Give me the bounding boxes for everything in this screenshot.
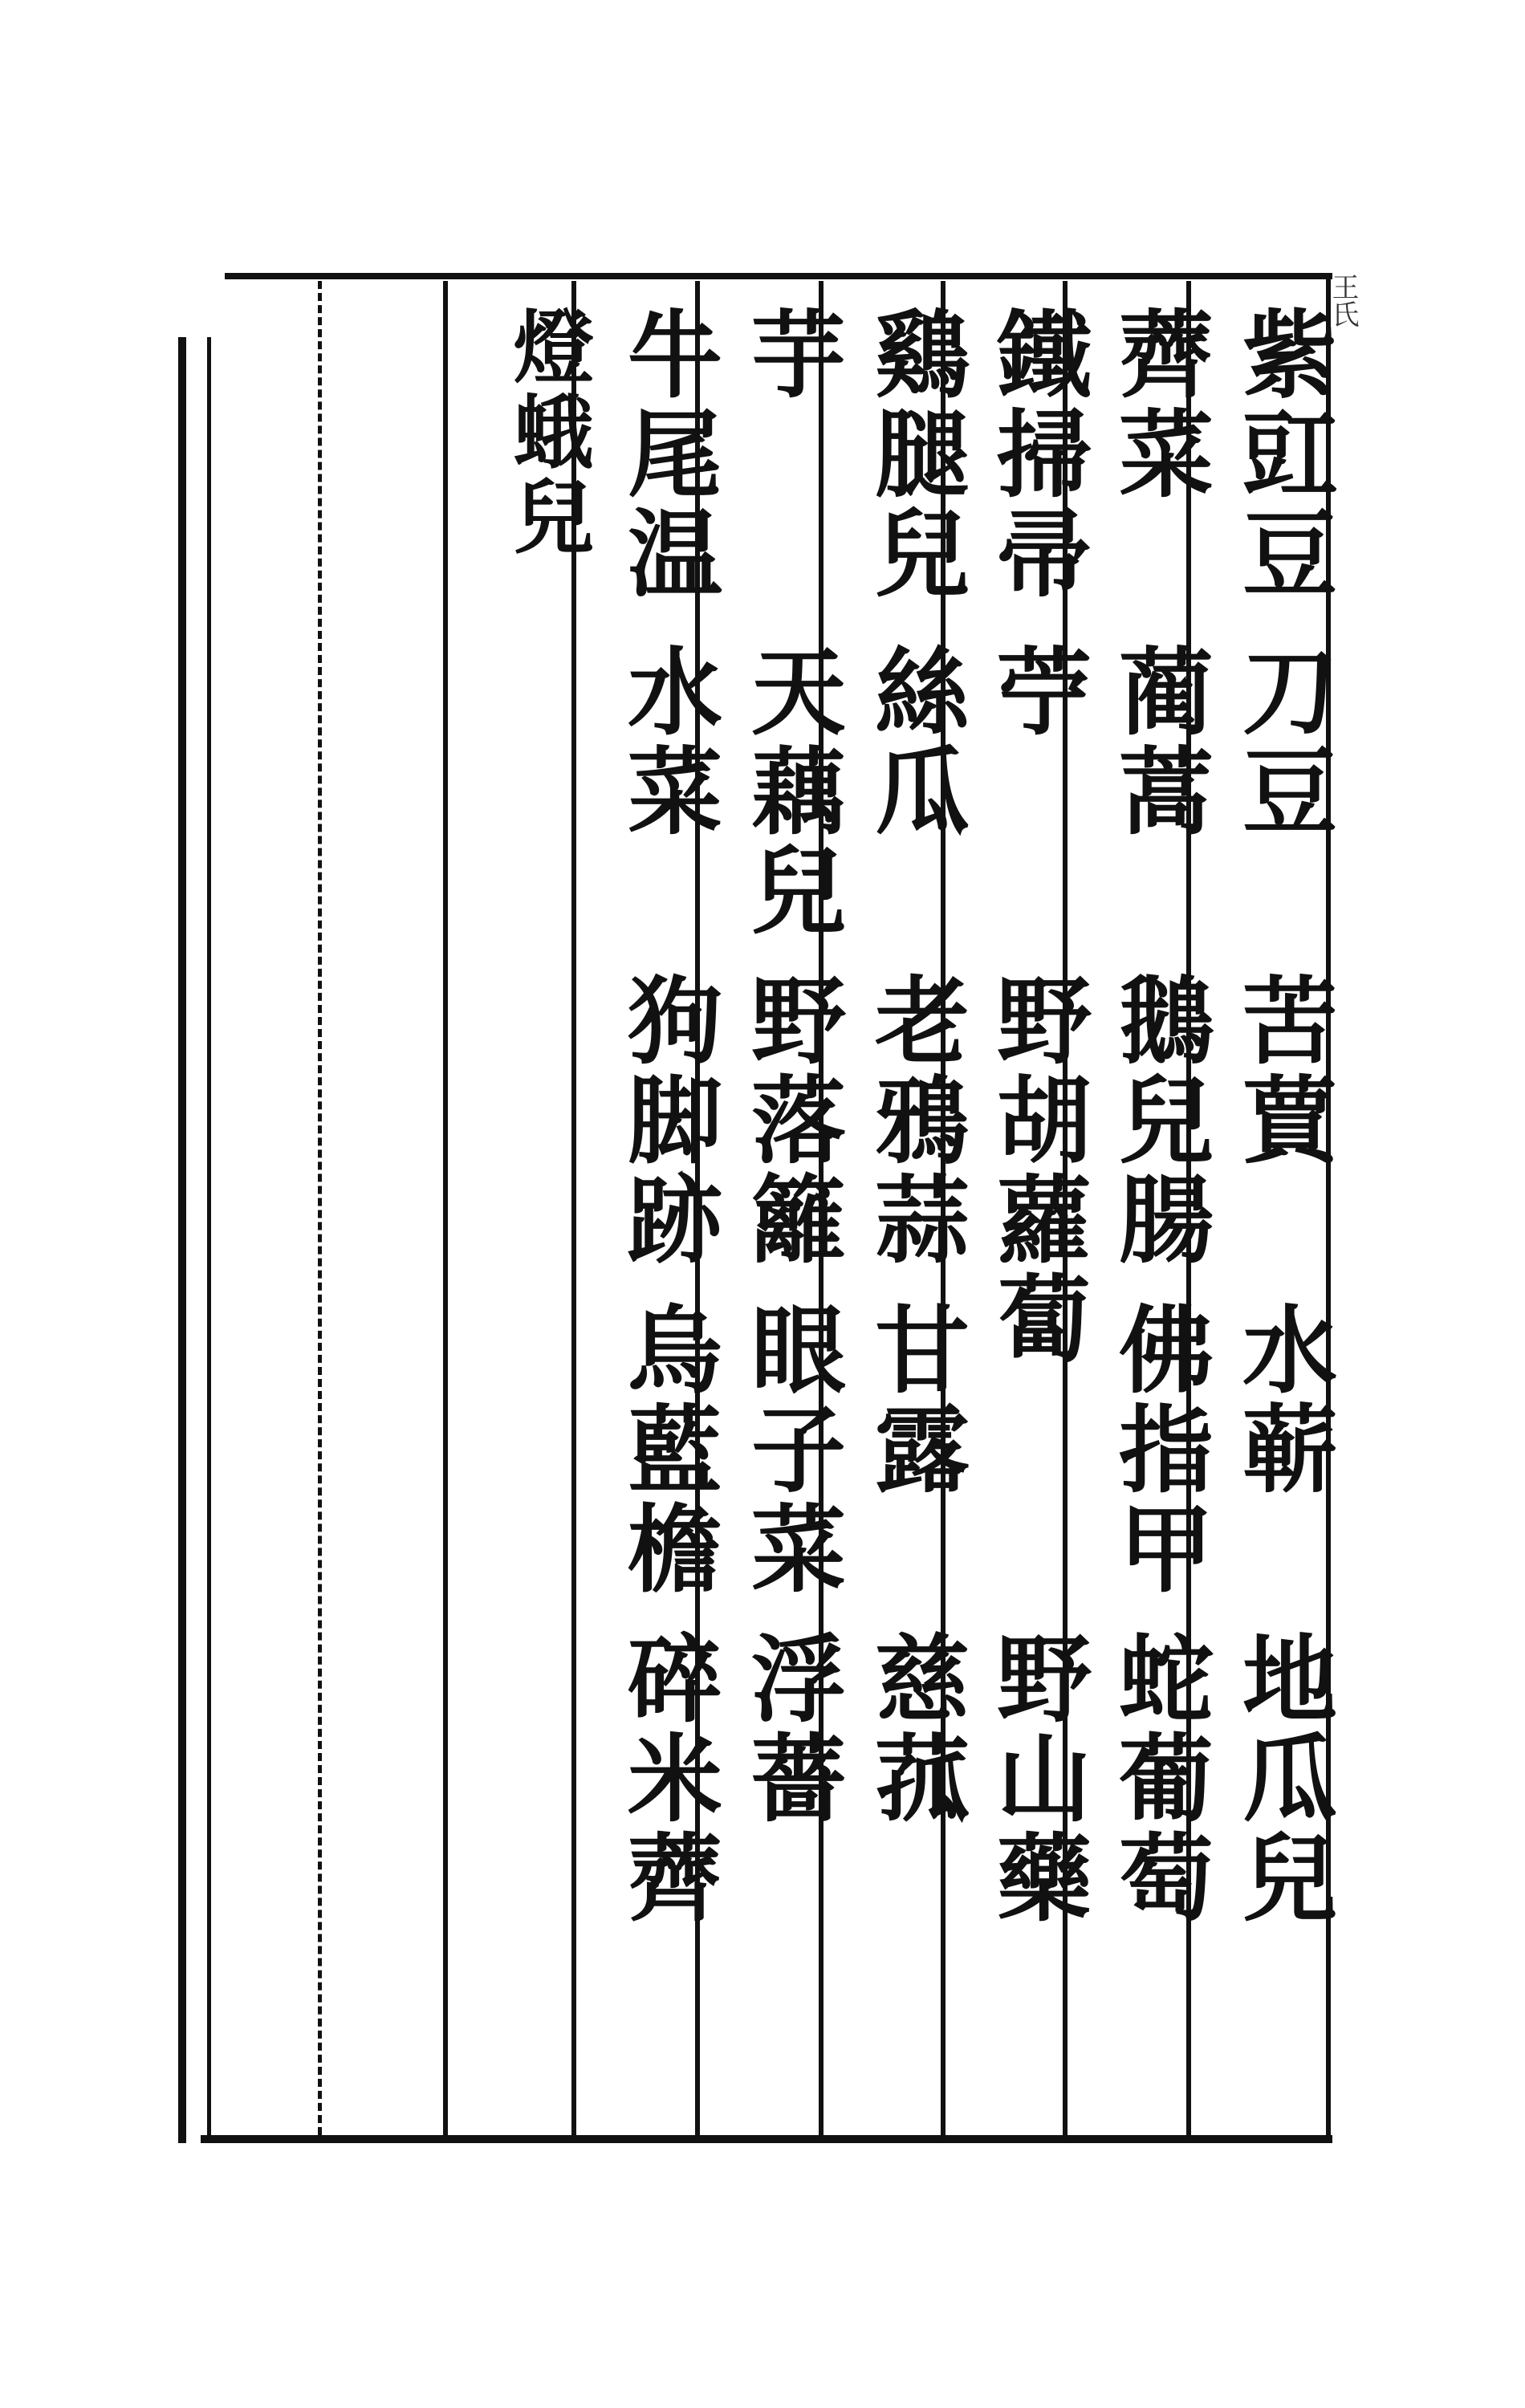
plant-name: 牛尾温 bbox=[612, 305, 723, 604]
plant-name: 碎米薺 bbox=[612, 1629, 723, 1928]
plant-name: 薺菜 bbox=[1103, 305, 1214, 504]
plant-name: 老鴉蒜 bbox=[859, 971, 970, 1270]
plant-name: 地瓜兒 bbox=[1226, 1629, 1338, 1928]
plant-name: 野山藥 bbox=[981, 1629, 1092, 1928]
plant-name: 燈蛾兒 bbox=[500, 305, 595, 560]
column-divider-dashed bbox=[318, 281, 322, 2135]
left-margin-line bbox=[178, 337, 186, 2143]
plant-name: 蔺蒿 bbox=[1103, 642, 1214, 841]
left-margin-line-inner bbox=[207, 337, 211, 2143]
plant-name: 刀豆 bbox=[1226, 642, 1338, 841]
plant-name: 烏藍檐 bbox=[612, 1300, 723, 1599]
top-border bbox=[225, 273, 1332, 279]
plant-name: 水蕲 bbox=[1226, 1300, 1338, 1499]
plant-name: 蛇葡萄 bbox=[1103, 1629, 1214, 1928]
plant-name: 鷄腿兒 bbox=[859, 305, 970, 604]
plant-name: 紫豇豆 bbox=[1226, 305, 1338, 604]
plant-name: 眼子菜 bbox=[735, 1300, 847, 1599]
edge-text: 王氏 bbox=[1327, 273, 1359, 327]
plant-name: 天藕兒 bbox=[735, 642, 847, 941]
plant-name: 苦蕒 bbox=[1226, 971, 1338, 1170]
plant-name: 絲瓜 bbox=[859, 642, 970, 841]
bottom-border bbox=[201, 2135, 1332, 2143]
plant-name: 鐵掃帚 bbox=[981, 305, 1092, 604]
plant-name: 甘露 bbox=[859, 1300, 970, 1499]
plant-name: 野胡蘿蔔 bbox=[981, 971, 1092, 1369]
plant-name: 佛指甲 bbox=[1103, 1300, 1214, 1599]
plant-name: 野落籬 bbox=[735, 971, 847, 1270]
plant-name: 狗脚跡 bbox=[612, 971, 723, 1270]
plant-name: 鵝兒腸 bbox=[1103, 971, 1214, 1270]
plant-name: 慈菰 bbox=[859, 1629, 970, 1828]
column-divider bbox=[443, 281, 448, 2135]
plant-name: 芋 bbox=[735, 305, 847, 405]
plant-name: 苧 bbox=[981, 642, 1092, 742]
plant-name: 水菜 bbox=[612, 642, 723, 841]
plant-name: 浮薔 bbox=[735, 1629, 847, 1828]
